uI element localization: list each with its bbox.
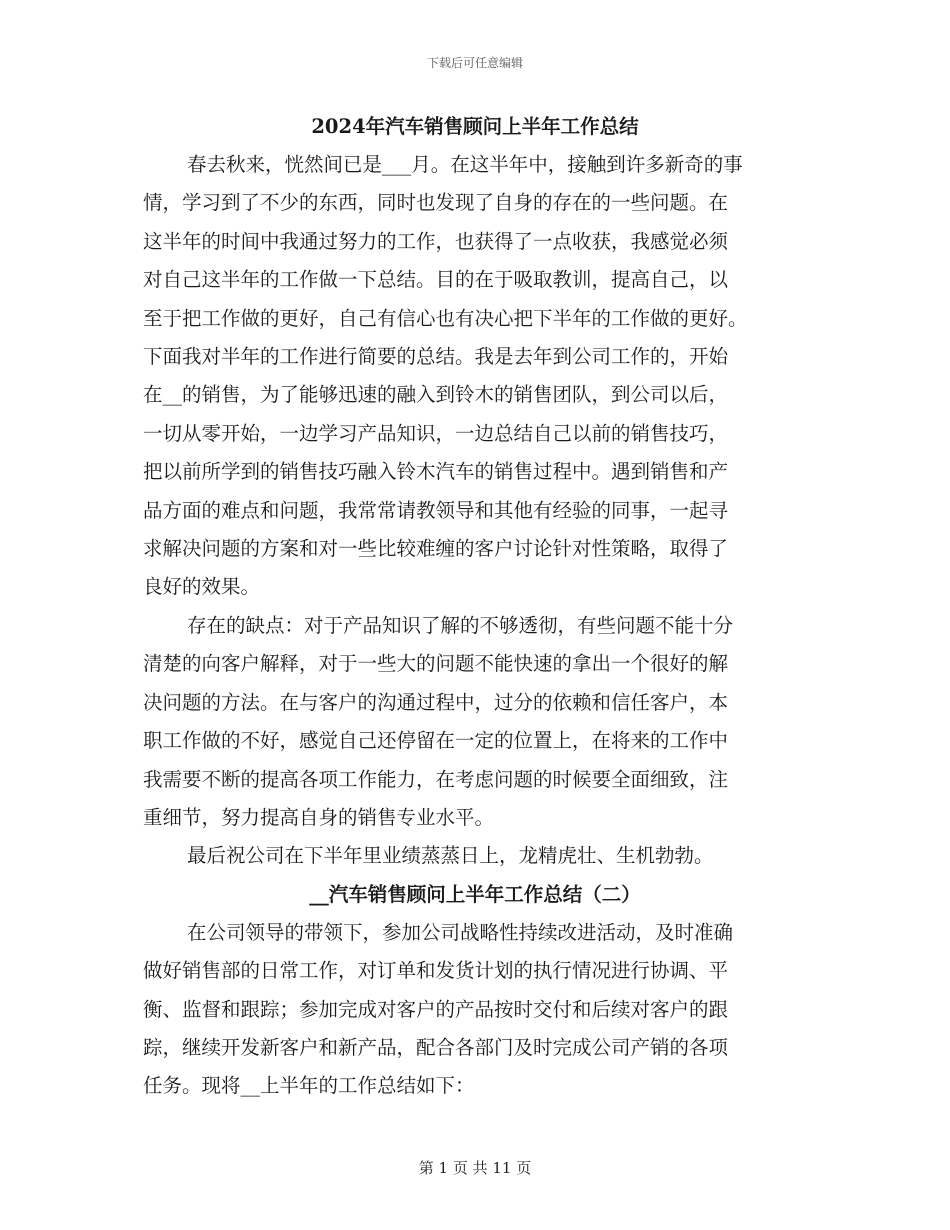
document-body <box>143 108 807 1106</box>
text-line: 这半年的时间中我通过努力的工作，也获得了一点收获，我感觉必须 <box>143 229 729 253</box>
paragraph-intro <box>143 146 807 607</box>
page-number: 第 1 页 共 11 页 <box>418 1159 532 1177</box>
text-line: 任务。现将__上半年的工作总结如下： <box>143 1074 475 1098</box>
text-line: 在__的销售，为了能够迅速的融入到铃木的销售团队，到公司以后， <box>143 383 729 407</box>
paragraph-section-two <box>143 914 807 1106</box>
text-line: 下面我对半年的工作进行简要的总结。我是去年到公司工作的，开始 <box>143 345 729 369</box>
text-line: 把以前所学到的销售技巧融入铃木汽车的销售过程中。遇到销售和产 <box>143 460 729 484</box>
text-line: 决问题的方法。在与客户的沟通过程中，过分的依赖和信任客户，本 <box>143 690 729 714</box>
text-line: 我需要不断的提高各项工作能力，在考虑问题的时候要全面细致，注 <box>143 767 729 791</box>
text-line: 衡、监督和跟踪；参加完成对客户的产品按时交付和后续对客户的跟 <box>143 997 729 1021</box>
text-line: 清楚的向客户解释，对于一些大的问题不能快速的拿出一个很好的解 <box>143 652 729 676</box>
text-line: 在公司领导的带领下，参加公司战略性持续改进活动，及时准确 <box>187 920 734 944</box>
text-line: 春去秋来，恍然间已是___月。在这半年中，接触到许多新奇的事 <box>187 153 743 176</box>
download-note: 下载后可任意编辑 <box>426 56 523 70</box>
text-line: 存在的缺点：对于产品知识了解的不够透彻，有些问题不能十分 <box>187 613 734 637</box>
text-line: 职工作做的不好，感觉自己还停留在一定的位置上，在将来的工作中 <box>143 729 729 753</box>
text-line: 求解决问题的方案和对一些比较难缠的客户讨论针对性策略，取得了 <box>143 537 729 561</box>
text-line: 一切从零开始，一边学习产品知识，一边总结自己以前的销售技巧， <box>143 421 729 445</box>
text-line: 情，学习到了不少的东西，同时也发现了自身的存在的一些问题。在 <box>143 191 729 215</box>
text-line: 良好的效果。 <box>143 575 261 599</box>
text-line: 对自己这半年的工作做一下总结。目的在于吸取教训，提高自己，以 <box>143 268 729 292</box>
section-subtitle: __汽车销售顾问上半年工作总结（二） <box>309 882 641 906</box>
document-title: 2024年汽车销售顾问上半年工作总结 <box>311 115 639 138</box>
paragraph-shortcomings <box>143 607 807 837</box>
text-line: 最后祝公司在下半年里业绩蒸蒸日上，龙精虎壮、生机勃勃。 <box>187 844 714 868</box>
text-line: 至于把工作做的更好，自己有信心也有决心把下半年的工作做的更好。 <box>143 306 748 330</box>
text-line: 做好销售部的日常工作，对订单和发货计划的执行情况进行协调、平 <box>143 959 729 983</box>
text-line: 重细节，努力提高自身的销售专业水平。 <box>143 805 495 829</box>
paragraph-closing <box>143 837 807 875</box>
text-line: 品方面的难点和问题，我常常请教领导和其他有经验的同事，一起寻 <box>143 498 729 522</box>
text-line: 踪，继续开发新客户和新产品，配合各部门及时完成公司产销的各项 <box>143 1035 729 1059</box>
